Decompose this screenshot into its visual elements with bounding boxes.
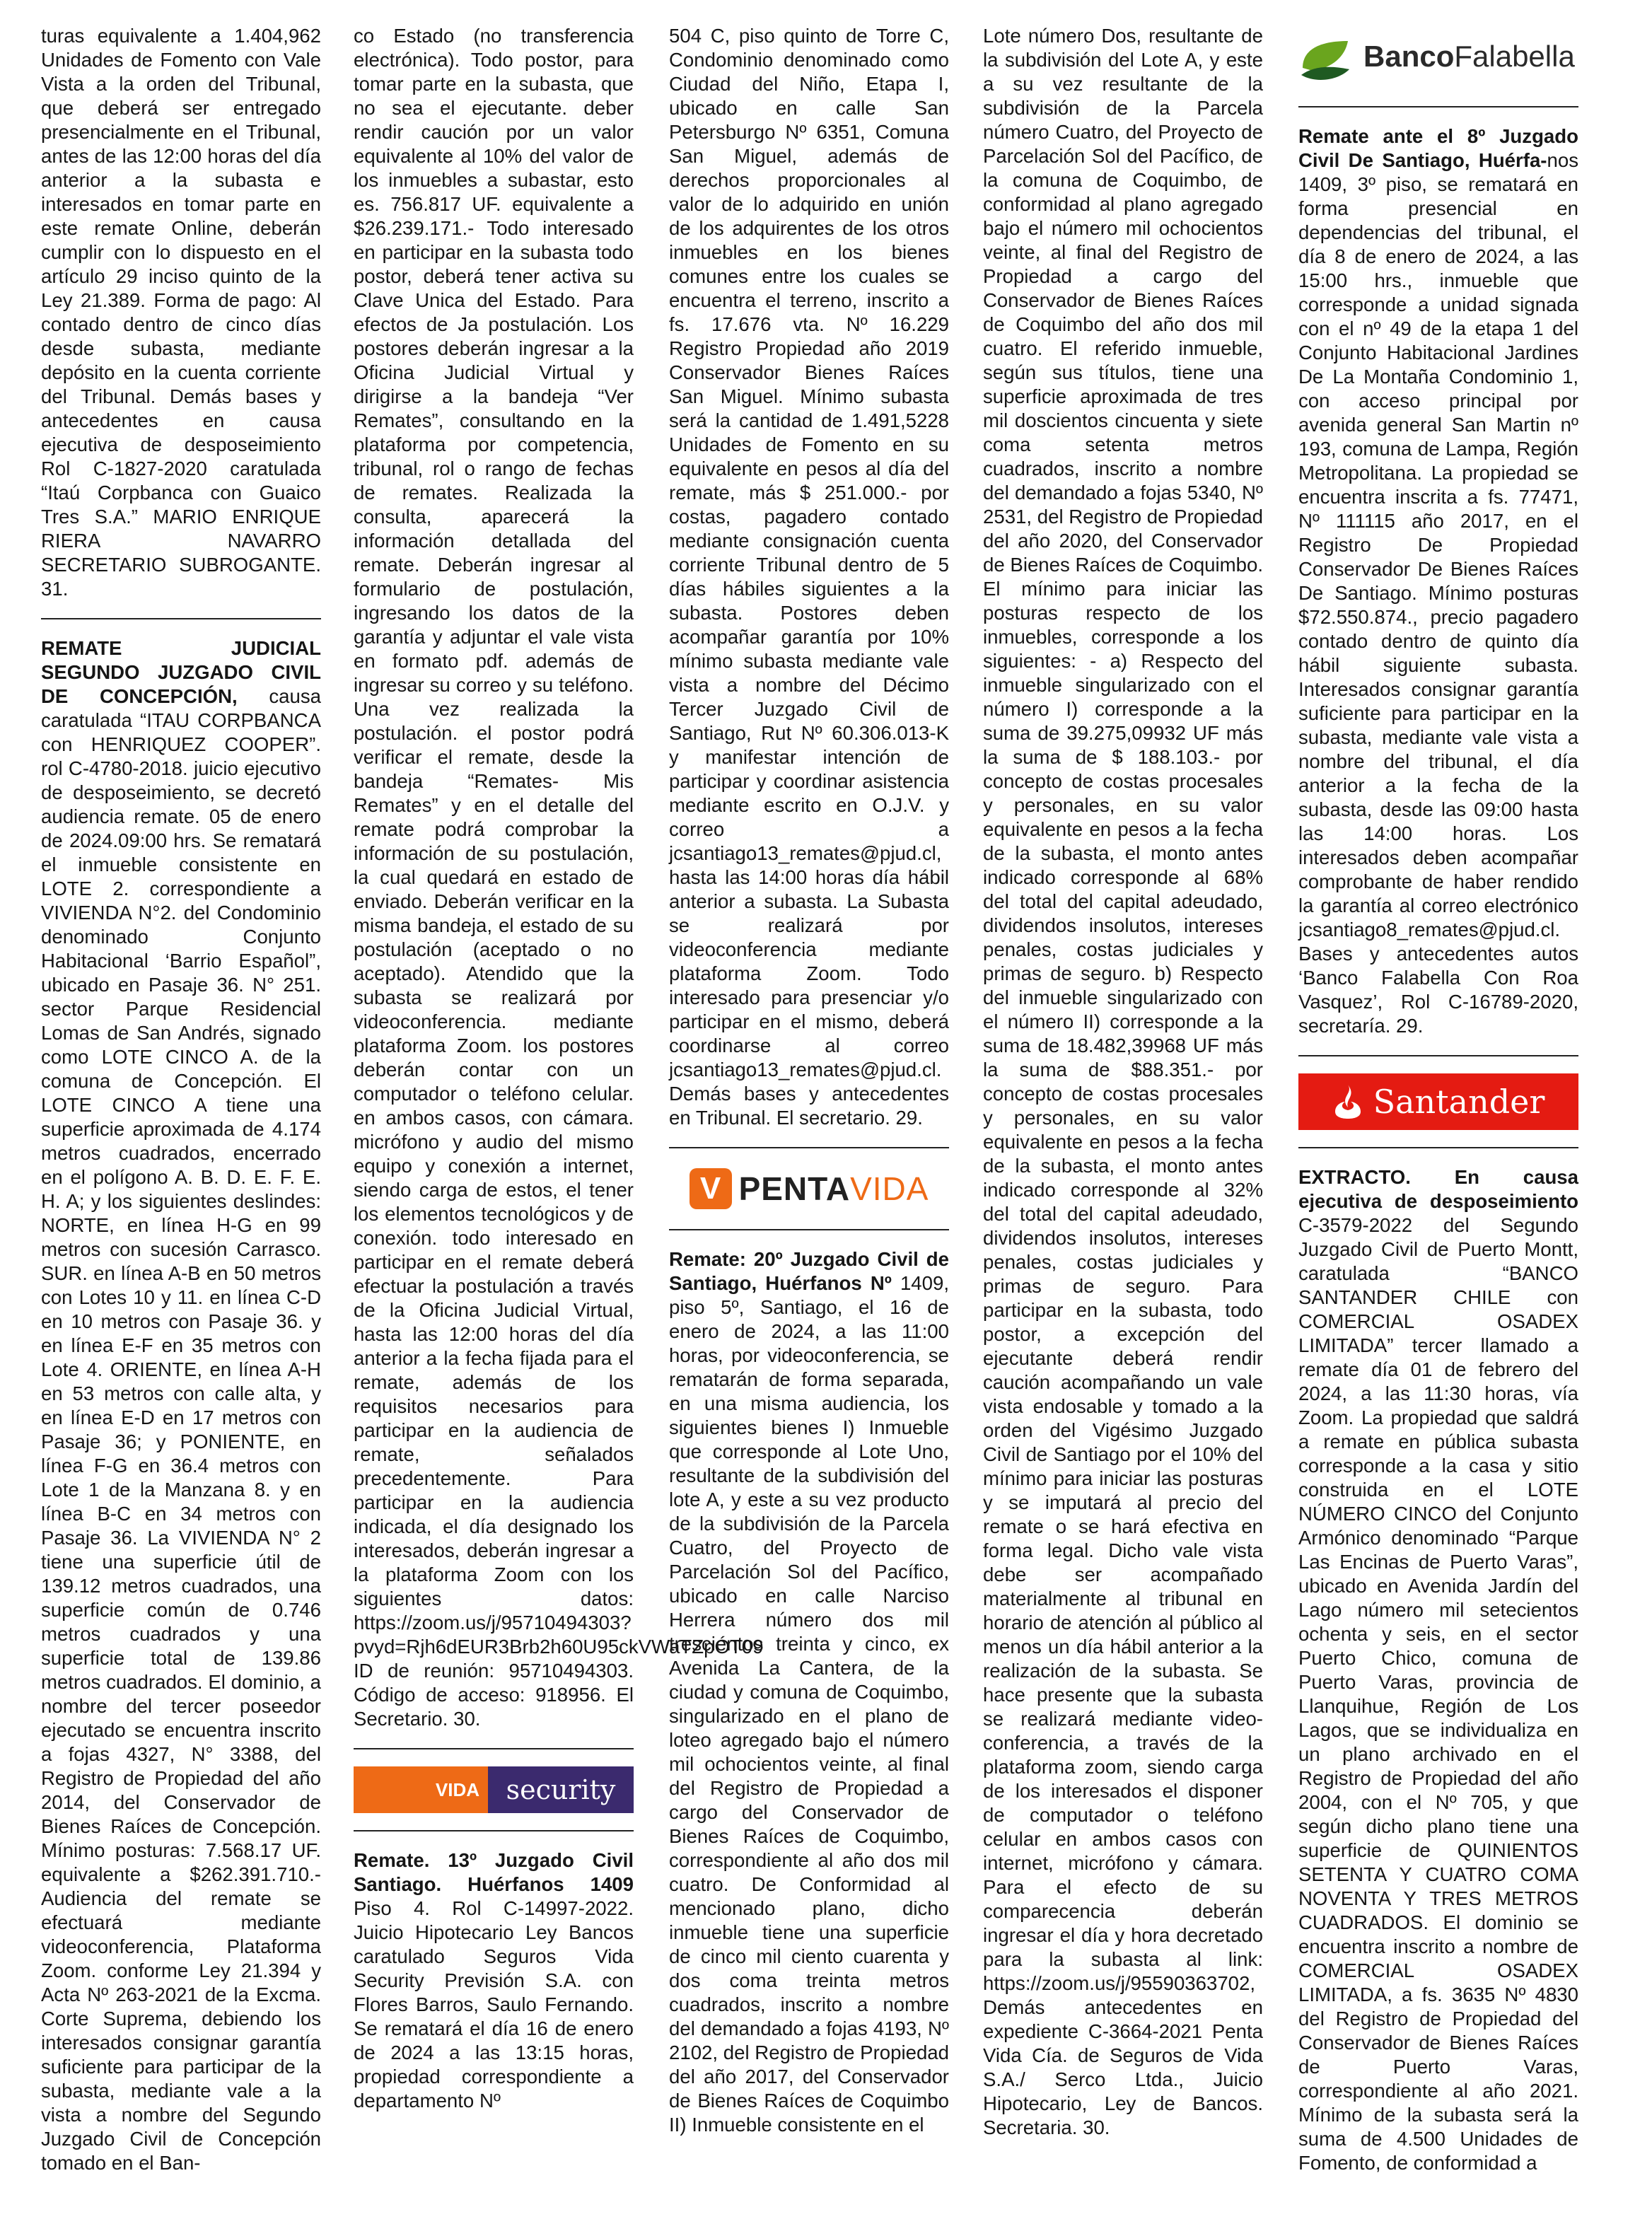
column-1 bbox=[41, 24, 321, 2175]
vida-security-logo-left: VIDA bbox=[354, 1766, 488, 1813]
banco-falabella-logo bbox=[1298, 24, 1578, 89]
divider bbox=[669, 1229, 949, 1230]
notice-heading: REMATE JUDICIAL SEGUNDO JUZGADO CIVIL DE CONCEPCIÓN, bbox=[41, 637, 321, 707]
notice-heading: EXTRACTO. En causa ejecutiva de desposeimiento bbox=[1298, 1166, 1578, 1212]
notice-body: causa caratulada “ITAU CORPBANCA con HENRIQUEZ COOPER”. rol C-4780-2018. juicio ejecutivo de desposeimiento, se decretó audiencia remate. 05 de enero de 2024.09:00 hrs. Se rematará el inmueble consistente en LOTE 2. correspondiente a VIVIENDA N°2. del Condominio denominado Conjunto Habitacional ‘Barrio Español”, ubicado en Pasaje 36. N° 251. sector Parque Residencial Lomas de San Andrés, signado como LOTE CINCO A. de la comuna de Concepción. El LOTE CINCO A tiene una superficie aproximada de 4.174 metros cuadrados, encerrado en el polígono A. B. D. E. F. E. H. A; y los siguientes deslindes: NORTE, en línea H-G en 99 metros con sucesión Carrasco. SUR. en línea A-B en 50 metros con Lotes 10 y 11. en línea C-D en 10 metros con Pasaje 36. y en línea E-F en 35 metros con Lote 4. ORIENTE, en línea A-H en 53 metros con calle alta, y en línea E-D en 17 metros con Pasaje 36; y PONIENTE, en línea F-G en 36.4 metros con Lote 1 de la Manzana 8. y en línea B-C en 34 metros con Pasaje 36. La VIVIENDA N° 2 tiene una superficie útil de 139.12 metros cuadrados, una superficie común de 0.746 metros cuadrados y una superficie total de 139.86 metros cuadrados. El dominio, a nombre del tercer poseedor ejecutado se encuentra inscrito a fojas 4327, N° 3388, del Registro de Propiedad del año 2014, del Conservador de Bienes Raíces de Concepción. Mínimo posturas: 7.568.17 UF. equivalente a $262.391.710.- Audiencia del remate se efectuará mediante videoconferencia, Plataforma Zoom. conforme Ley 21.394 y Acta Nº 263-2021 de la Excma. Corte Suprema, debiendo los interesados consignar garantía suficiente para participar de la subasta, mediante vale a la vista a nombre del Segundo Juzgado Civil de Concepción tomado en el Ban- bbox=[41, 685, 321, 2174]
vida-security-logo bbox=[354, 1766, 634, 1813]
divider bbox=[1298, 106, 1578, 107]
divider bbox=[354, 1748, 634, 1749]
penta-vida-logo-penta: PENTA bbox=[738, 1170, 851, 1207]
santander-flame-icon bbox=[1332, 1083, 1363, 1120]
notice-8-juzgado bbox=[1298, 124, 1578, 1038]
divider bbox=[354, 1830, 634, 1831]
banco-falabella-leaf-icon bbox=[1298, 28, 1355, 85]
divider bbox=[41, 618, 321, 619]
banco-falabella-wordmark-falabella: Falabella bbox=[1454, 40, 1575, 73]
notice-continuation: Lote número Dos, resultante de la subdivisión del Lote A, y este a su vez resultante de la subdivisión de la Parcela número Cuatro, del Proyecto de Parcelación Sol del Pacífico, de la comuna de Coquimbo, de conformidad al plano agregado bajo el número mil ochocientos veinte, al final del Registro de Propiedad a cargo del Conservador de Bienes Raíces de Coquimbo del año dos mil cuatro. El referido inmueble, según sus títulos, tiene una superficie aproximada de tres mil doscientos cincuenta y siete coma setenta metros cuadrados, inscrito a nombre del demandado a fojas 5340, Nº 2531, del Registro de Propiedad del año 2020, del Conservador de Bienes Raíces de Coquimbo. El mínimo para iniciar las posturas respecto de los inmuebles, corresponde a los siguientes: - a) Respecto del inmueble singularizado con el número I) corresponde a la suma de 39.275,09932 UF más la suma de $ 188.103.- por concepto de costas procesales y personales, en su valor equivalente en pesos a la fecha de la subasta, el monto antes indicado corresponde al 68% del total del capital adeudado, dividendos insolutos, intereses penales, costas judiciales y primas de seguro. b) Respecto del inmueble singularizado con el número II) corresponde a la suma de 18.482,39968 UF más la suma de $88.351.- por concepto de costas procesales y personales, en su valor equivalente en pesos a la fecha de la subasta, el monto antes indicado corresponde al 32% del total del capital adeudado, dividendos insolutos, intereses penales, costas judiciales y primas de seguro. Para participar en la subasta, todo postor, a excepción del ejecutante deberá rendir caución acompañando un vale vista endosable y tomado a la orden del Vigésimo Juzgado Civil de Santiago por el 10% del mínimo para iniciar las posturas y se imputará al precio del remate o se hará efectiva en forma legal. Dicho vale vista debe ser acompañado materialmente al tribunal en horario de atención al público al menos un día hábil anterior a la realización de la subasta. Se hace presente que la subasta se realizará mediante video- conferencia, a través de la plataforma zoom, siendo carga de los interesados el disponer de computador o teléfono celular en ambos casos con internet, micrófono y cámara. Para el efecto de su comparecencia deberán ingresar el día y hora decretado para la subasta al link: https://zoom.us/j/95590363702, Demás antecedentes en expediente C-3664-2021 Penta Vida Cía. de Seguros de Vida S.A./ Serco Ltda., Juicio Hipotecario, Ley de Bancos. Secretaria. 30. bbox=[983, 25, 1263, 2138]
divider bbox=[1298, 1055, 1578, 1056]
vida-security-logo-right: security bbox=[488, 1766, 634, 1813]
santander-logo bbox=[1298, 1073, 1578, 1130]
notice-continuation: co Estado (no transferencia electrónica). Todo postor, para tomar parte en la subasta, que no sea el ejecutante. deber rendir caución por un valor equivalente al 10% del valor de los inmuebles a subastar, esto es. 756.817 UF. equivalente a $26.239.171.- Todo interesado en participar en la subasta todo postor, deberá tener activa su Clave Unica del Estado. Para efectos de Ja postulación. Los postores deberán ingresar a la Oficina Judicial Virtual y dirigirse a la bandeja “Ver Remates”, consultando en la plataforma por competencia, tribunal, rol o rango de fechas de remates. Realizada la consulta, aparecerá la información detallada del remate. Deberán ingresar al formulario de postulación, ingresando los datos de la garantía y adjuntar el vale vista en formato pdf. además de ingresar su correo y su teléfono. Una vez realizada la postulación. el postor podrá verificar el remate, desde la bandeja “Remates- Mis Remates” y en el detalle del remate podrá comprobar la información de su postulación, la cual quedará en estado de enviado. Deberán verificar en la misma bandeja, el estado de su postulación (aceptado o no aceptado). Atendido que la subasta se realizará por videoconferencia. mediante plataforma Zoom. los postores deberán contar con un computador o teléfono celular. en ambos casos, con cámara. micrófono y audio del mismo equipo y conexión a internet, siendo carga de estos, el tener los elementos tecnológicos y de conexión. todo interesado en participar en el remate deberá efectuar la postulación a través de la Oficina Judicial Virtual, hasta las 12:00 horas del día anterior a la fecha fijada para el remate, además de los requisitos necesarios para participar en la audiencia de remate, señalados precedentemente. Para participar en la audiencia indicada, el día designado los interesados, deberán ingresar a la plataforma Zoom con los siguientes datos: https://zoom.us/j/95710494303?pvyd=Rjh6dEUR3Brb2h60U95ckVWaTZpÓT09 ID de reunión: 95710494303. Código de acceso: 918956. El Secretario. 30. bbox=[354, 25, 764, 1730]
notice-body: 1409, piso 5º, Santiago, el 16 de enero de 2024, a las 11:00 horas, por videoconferencia, se rematarán de forma separada, en una misma audiencia, los siguientes bienes I) Inmueble que corresponde al Lote Uno, resultante de la subdivisión del lote A, y este a su vez producto de la subdivisión de la Parcela Cuatro, del Proyecto de Parcelación Sol del Pacífico, ubicado en calle Narciso Herrera número dos mil trescientos treinta y cinco, ex Avenida La Cantera, de la ciudad y comuna de Coquimbo, singularizado en el plano de loteo agregado bajo el número mil ochocientos veinte, al final del Registro de Propiedad a cargo del Conservador de Bienes Raíces de Coquimbo, correspondiente al año dos mil cuatro. De Conformidad al mencionado plano, dicho inmueble tiene una superficie de cinco mil ciento cuarenta y dos coma treinta metros cuadrados, inscrito a nombre del demandado a fojas 4193, Nº 2102, del Registro de Propiedad del año 2017, del Conservador de Bienes Raíces de Coquimbo II) Inmueble consistente en el bbox=[669, 1272, 950, 2136]
column-5 bbox=[1298, 24, 1578, 2175]
penta-vida-logo-vida: VIDA bbox=[850, 1170, 929, 1207]
divider bbox=[1298, 1147, 1578, 1148]
notice-heading: Remate: 20º Juzgado Civil de Santiago, Huérfanos Nº bbox=[669, 1248, 949, 1294]
notice-20-juzgado bbox=[669, 1247, 949, 2137]
notice-heading: Remate ante el 8º Juzgado Civil De Santiago, Huérfa- bbox=[1298, 125, 1578, 171]
notice-13-juzgado bbox=[354, 1848, 634, 2113]
notice-body: nos 1409, 3º piso, se rematará en forma presencial en dependencias del tribunal, el día 8 de enero de 2024, a las 15:00 hrs., inmueble que corresponde a unidad signada con el nº 49 de la etapa 1 del Conjunto Habitacional Jardines De La Montaña Condominio 1, con acceso principal por avenida general San Martin nº 193, comuna de Lampa, Región Metropolitana. La propiedad se encuentra inscrita a fs. 77471, Nº 111115 año 2017, en el Registro De Propiedad Conservador De Bienes Raíces De Santiago. Mínimo posturas $72.550.874., precio pagadero contado dentro de quinto día hábil siguiente subasta. Interesados consignar garantía suficiente para participar en la subasta, mediante vale vista a nombre del tribunal, el día anterior a la fecha de la subasta, desde las 09:00 hasta las 14:00 horas. Los interesados deben acompañar comprobante de haber rendido la garantía al correo electrónico jcsantiago8_remates@pjud.cl. Bases y antecedentes autos ‘Banco Falabella Con Roa Vasquez’, Rol C-16789-2020, secretaría. 29. bbox=[1298, 149, 1578, 1037]
penta-vida-mark-icon: V bbox=[690, 1168, 732, 1209]
notice-body: C-3579-2022 del Segundo Juzgado Civil de Puerto Montt, caratulada “BANCO SANTANDER CHILE con COMERCIAL OSADEX LIMITADA” tercer llamado a remate día 01 de febrero del 2024, a las 11:30 horas, vía Zoom. La propiedad que saldrá a remate en pública subasta corresponde a la casa y sitio construida en el LOTE NÚMERO CINCO del Conjunto Armónico denominado “Parque Las Encinas de Puerto Varas”, ubicado en Avenida Jardín del Lago número mil setecientos ochenta y seis, en el sector Puerto Chico, comuna de Puerto Varas, provincia de Llanquihue, Región de Los Lagos, que se individualiza en un plano archivado en el Registro de Propiedad del año 2004, con el Nº 705, y que según dicho plano tiene una superficie de QUINIENTOS SETENTA Y CUATRO COMA NOVENTA Y TRES METROS CUADRADOS. El dominio se encuentra inscrito a nombre de COMERCIAL OSADEX LIMITADA, a fs. 3635 Nº 4830 del Registro de Propiedad del Conservador de Bienes Raíces de Puerto Varas, correspondiente al año 2021. Mínimo de la subasta será la suma de 4.500 Unidades de Fomento, de conformidad a bbox=[1298, 1214, 1578, 2174]
notice-heading: Remate. 13º Juzgado Civil Santiago. Huérfanos 1409 bbox=[354, 1849, 634, 1895]
column-4 bbox=[983, 24, 1263, 2140]
notice-concepcion bbox=[41, 636, 321, 2175]
divider bbox=[669, 1147, 949, 1148]
banco-falabella-wordmark-banco: Banco bbox=[1363, 40, 1455, 73]
notice-puerto-montt bbox=[1298, 1165, 1578, 2175]
penta-vida-logo bbox=[669, 1165, 949, 1212]
notice-continuation: 504 C, piso quinto de Torre C, Condominio denominado como Ciudad del Niño, Etapa I, ubicado en calle San Petersburgo Nº 6351, Comuna San Miguel, además de derechos proporcionales al valor de lo adquirido en unión de los adquirentes de los otros inmuebles en los bienes comunes entre los cuales se encuentra el terreno, inscrito a fs. 17.676 vta. Nº 16.229 Registro Propiedad año 2019 Conservador Bienes Raíces San Miguel. Mínimo subasta será la cantidad de 1.491,5228 Unidades de Fomento en su equivalente en pesos al día del remate, más $ 251.000.- por costas, pagadero contado mediante consignación cuenta corriente Tribunal dentro de 5 días hábiles siguientes a la subasta. Postores deben acompañar garantía por 10% mínimo subasta mediante vale vista a nombre del Décimo Tercer Juzgado Civil de Santiago, Rut Nº 60.306.013-K y manifestar intención de participar y coordinar asistencia mediante escrito en O.J.V. y correo a jcsantiago13_remates@pjud.cl, hasta las 14:00 horas día hábil anterior a subasta. La Subasta se realizará por videoconferencia mediante plataforma Zoom. Todo interesado para presenciar y/o participar en el mismo, deberá coordinarse al correo jcsantiago13_remates@pjud.cl. Demás bases y antecedentes en Tribunal. El secretario. 29. bbox=[669, 25, 949, 1129]
santander-wordmark: Santander bbox=[1373, 1083, 1545, 1121]
notice-continuation: turas equivalente a 1.404,962 Unidades de Fomento con Vale Vista a la orden del Tribunal, que deberá ser entregado presencialmente en el Tribunal, antes de las 12:00 horas del día anterior a la subasta e interesados en tomar parte en este remate Online, deberán cumplir con lo dispuesto en el artículo 29 inciso quinto de la Ley 21.389. Forma de pago: Al contado dentro de cinco días desde subasta, mediante depósito en la cuenta corriente del Tribunal. Demás bases y antecedentes en causa ejecutiva de desposeimiento Rol C-1827-2020 caratulada “Itaú Corpbanca con Guaico Tres S.A.” MARIO ENRIQUE RIERA NAVARRO SECRETARIO SUBROGANTE. 31. bbox=[41, 25, 321, 600]
notice-body: Piso 4. Rol C-14997-2022. Juicio Hipotecario Ley Bancos caratulado Seguros Vida Security Previsión S.A. con Flores Barros, Saulo Fernando. Se rematará el día 16 de enero de 2024 a las 13:15 horas, propiedad correspondiente a departamento Nº bbox=[354, 1897, 634, 2112]
column-3 bbox=[669, 24, 949, 2137]
banco-falabella-wordmark bbox=[1363, 40, 1575, 73]
column-2 bbox=[354, 24, 764, 2113]
